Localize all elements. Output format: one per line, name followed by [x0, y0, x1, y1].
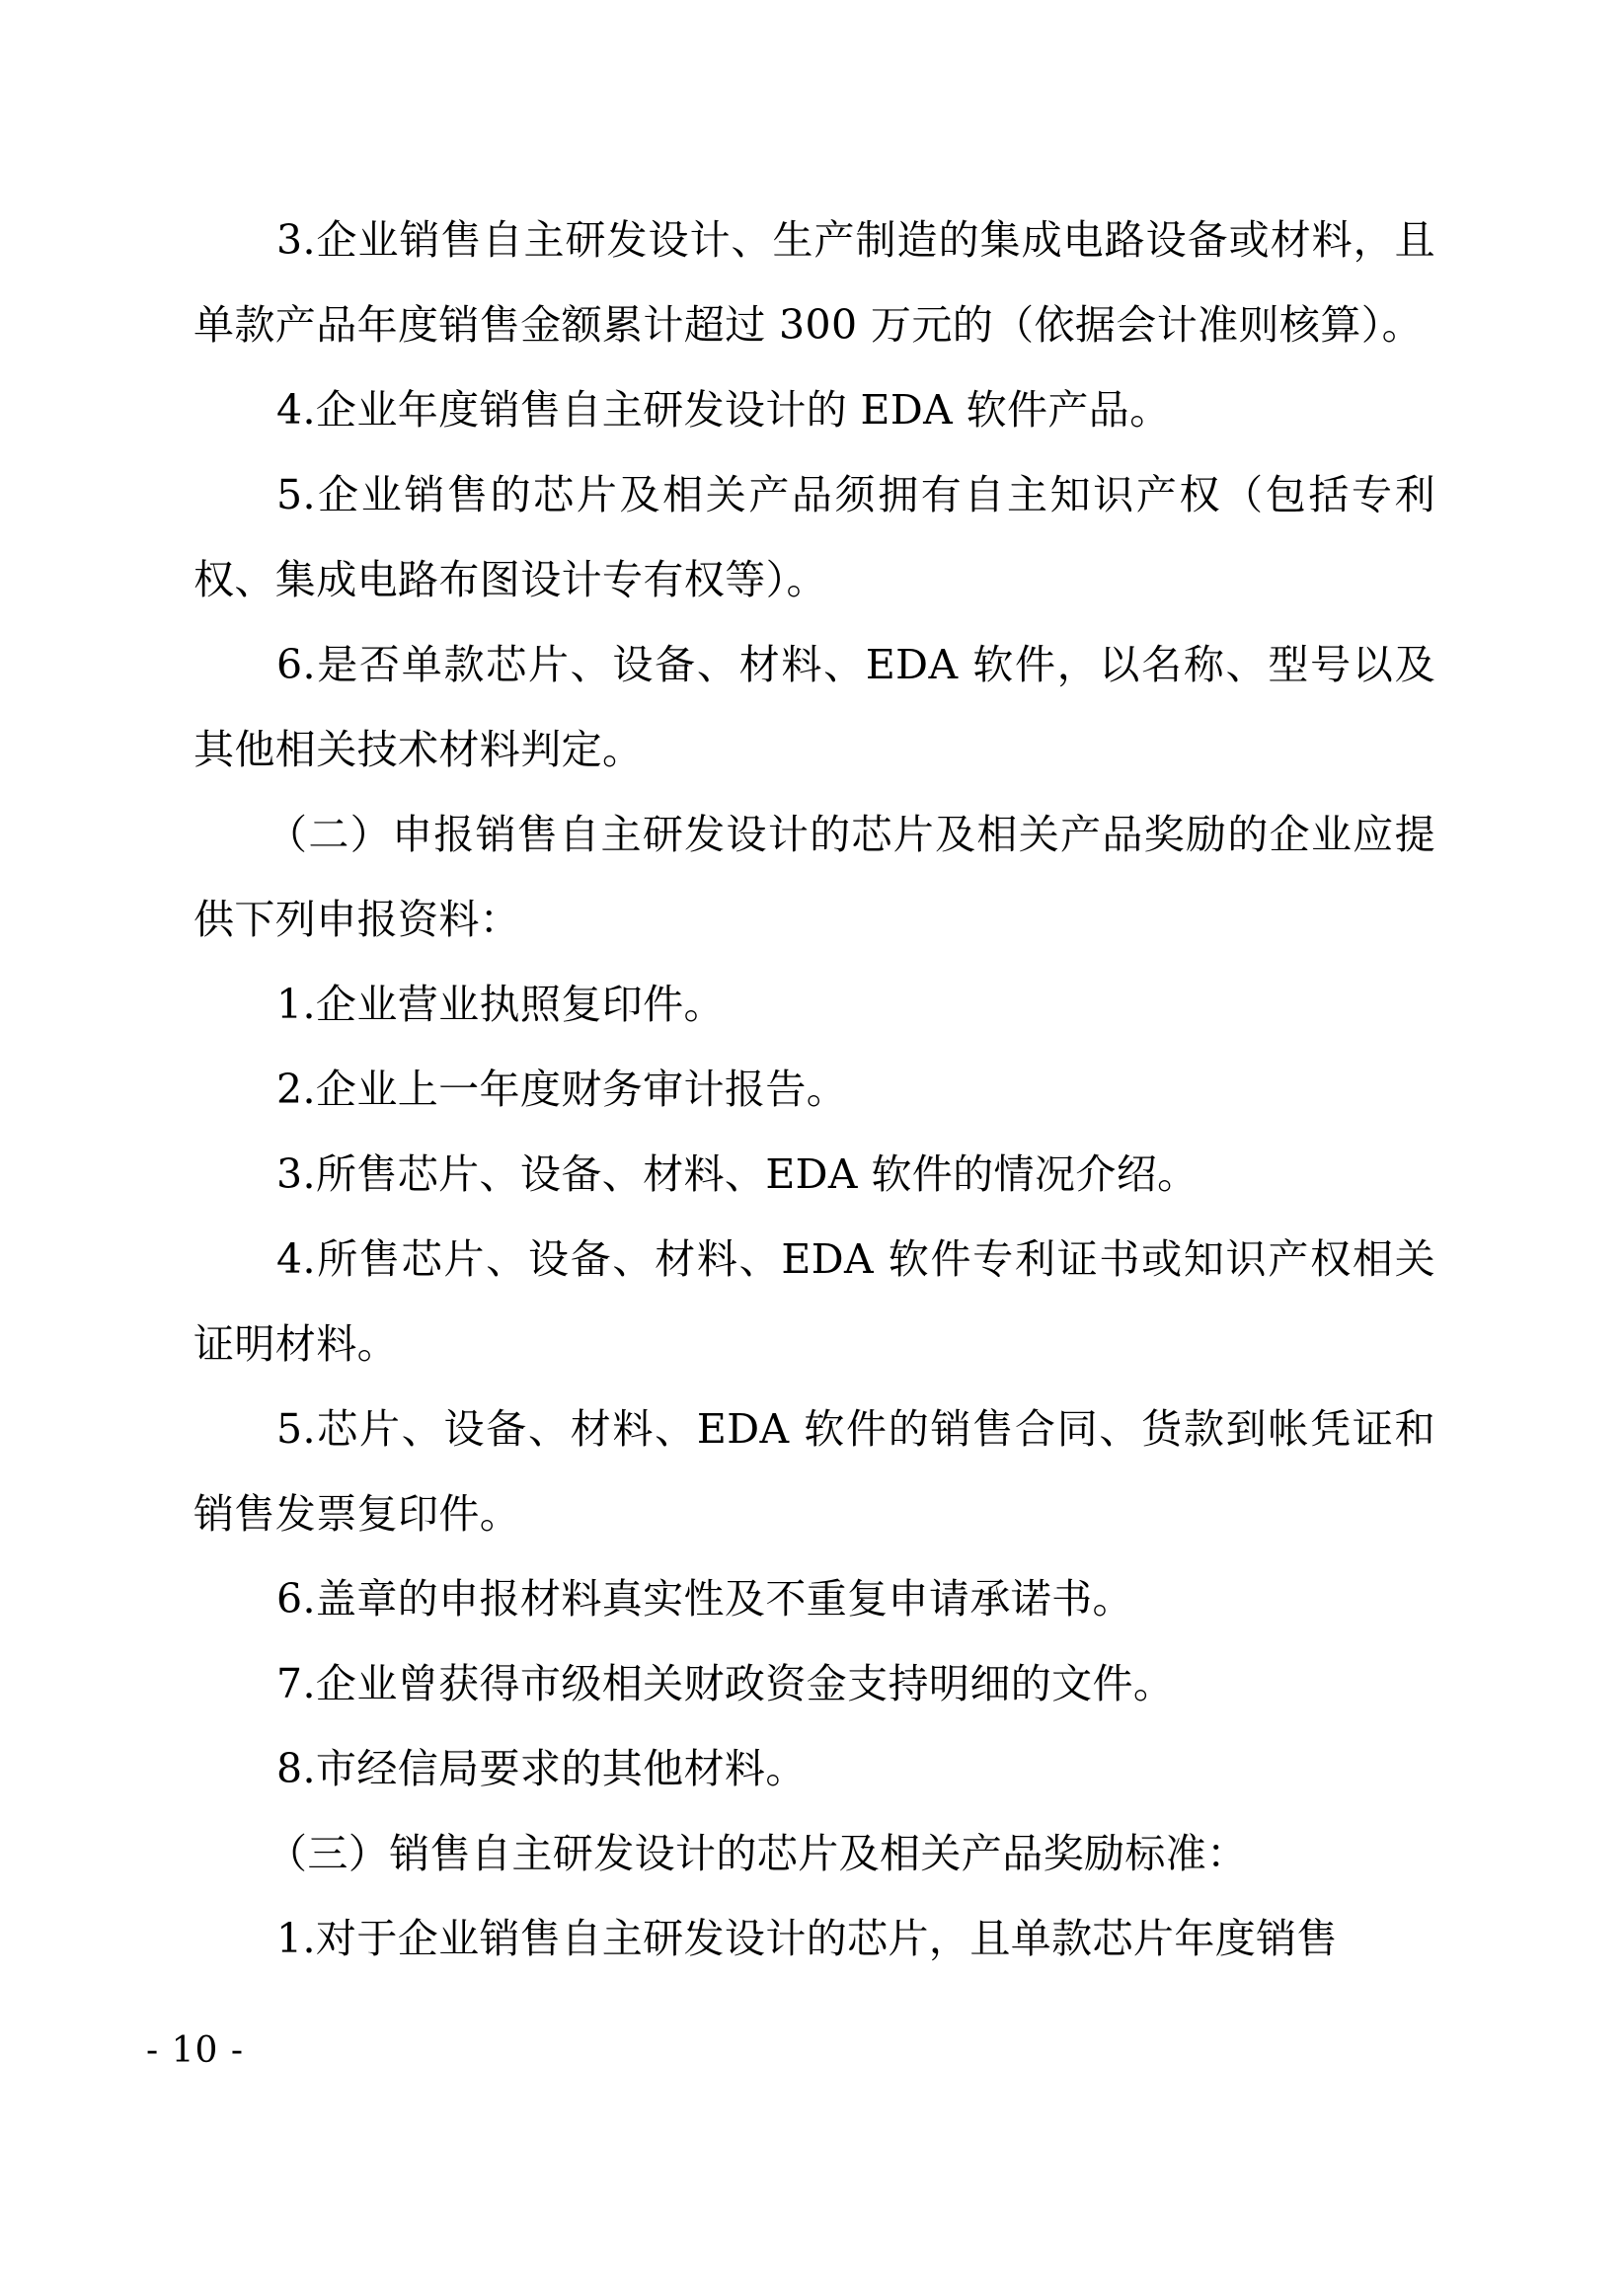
paragraph-item-6: 6.是否单款芯片、设备、材料、EDA 软件，以名称、型号以及其他相关技术材料判定。: [193, 641, 1435, 773]
paragraph-doc-5: 5.芯片、设备、材料、EDA 软件的销售合同、货款到帐凭证和销售发票复印件。: [193, 1405, 1435, 1538]
paragraph-doc-7: 7.企业曾获得市级相关财政资金支持明细的文件。: [276, 1660, 1175, 1707]
paragraph-doc-1: 1.企业营业执照复印件。: [276, 981, 725, 1028]
paragraph-doc-6: 6.盖章的申报材料真实性及不重复申请承诺书。: [276, 1575, 1133, 1623]
paragraph-item-5: 5.企业销售的芯片及相关产品须拥有自主知识产权（包括专利权、集成电路布图设计专有权等）。: [193, 471, 1435, 603]
page-number: - 10 -: [146, 2030, 245, 2071]
paragraph-doc-2: 2.企业上一年度财务审计报告。: [276, 1066, 848, 1113]
paragraph-doc-8: 8.市经信局要求的其他材料。: [276, 1745, 807, 1792]
paragraph-item-3: 3.企业销售自主研发设计、生产制造的集成电路设备或材料，且单款产品年度销售金额累计超过 300 万元的（依据会计准则核算）。: [193, 216, 1435, 349]
paragraph-item-4: 4.企业年度销售自主研发设计的 EDA 软件产品。: [276, 386, 1171, 434]
paragraph-std-1: 1.对于企业销售自主研发设计的芯片，且单款芯片年度销售: [276, 1915, 1338, 1962]
paragraph-doc-3: 3.所售芯片、设备、材料、EDA 软件的情况介绍。: [276, 1150, 1199, 1198]
document-body: [193, 198, 1435, 1981]
paragraph-section-3: （三）销售自主研发设计的芯片及相关产品奖励标准：: [267, 1830, 1248, 1877]
paragraph-doc-4: 4.所售芯片、设备、材料、EDA 软件专利证书或知识产权相关证明材料。: [193, 1235, 1435, 1368]
paragraph-section-2: （二）申报销售自主研发设计的芯片及相关产品奖励的企业应提供下列申报资料：: [193, 811, 1435, 943]
